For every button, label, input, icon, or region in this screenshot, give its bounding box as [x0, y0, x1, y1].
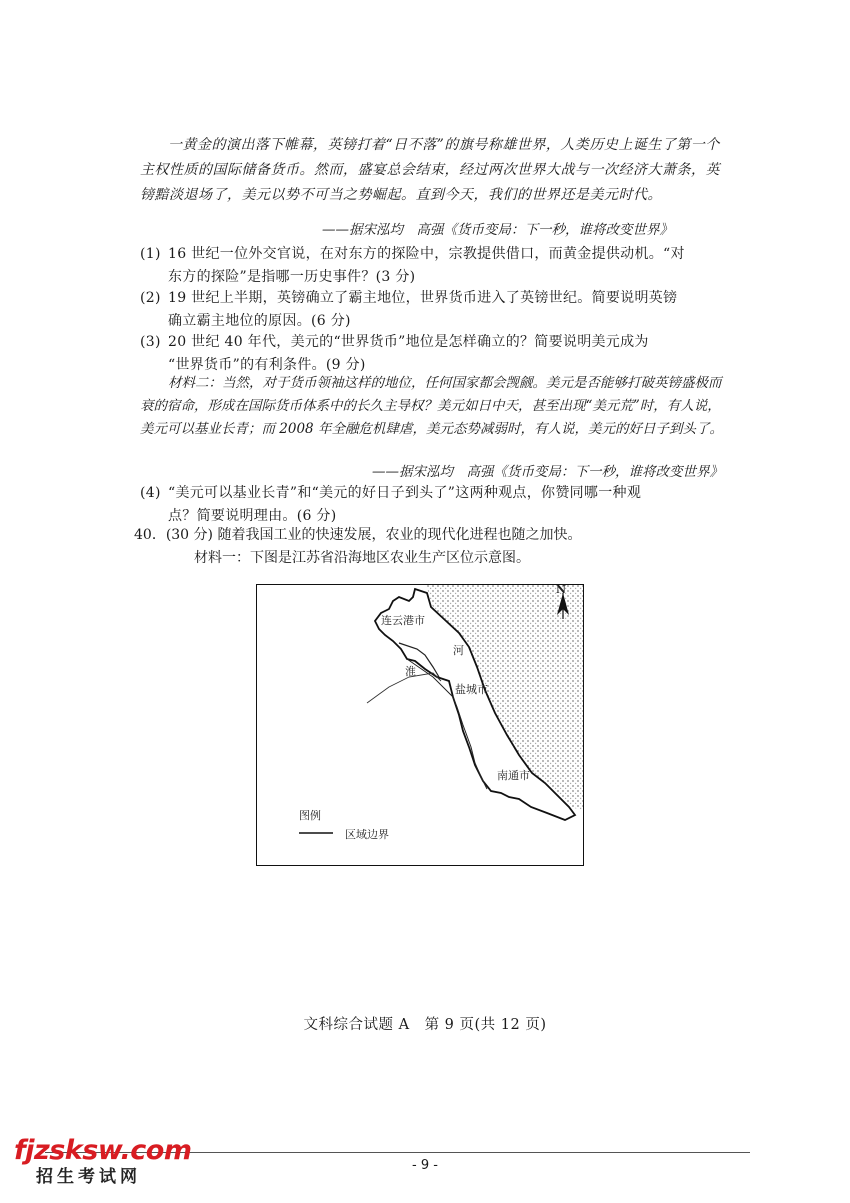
material1-source: ——据宋泓均 高强《货币变局：下一秒，谁将改变世界》	[322, 222, 673, 238]
label-yancheng: 盐城市	[455, 683, 488, 696]
label-lianyungang: 连云港市	[381, 614, 425, 627]
question-line: 确立霸主地位的原因。(6 分)	[168, 313, 351, 329]
label-he: 河	[453, 644, 464, 657]
question-line: 16 世纪一位外交官说，在对东方的探险中，宗教提供借口，而黄金提供动机。“对	[168, 246, 685, 262]
label-nantong: 南通市	[497, 769, 530, 782]
logo-domain: fjzsksw.com	[14, 1135, 192, 1166]
boundary-line	[453, 697, 487, 789]
question-40-material: 材料一：下图是江苏省沿海地区农业生产区位示意图。	[194, 550, 530, 566]
question-number: (1)	[140, 246, 161, 262]
question-line: 点？简要说明理由。(6 分)	[168, 508, 337, 524]
question-2	[140, 287, 725, 333]
question-4	[140, 482, 725, 528]
question-line: “世界货币”的有利条件。(9 分)	[168, 357, 366, 373]
question-1	[140, 243, 725, 289]
question-40-stem: 40．(30 分) 随着我国工业的快速发展，农业的现代化进程也随之加快。	[134, 527, 582, 543]
question-line: 20 世纪 40 年代，美元的“世界货币”地位是怎样确立的？简要说明美元成为	[168, 334, 649, 350]
logo-name: 招生考试网	[36, 1167, 141, 1187]
label-huai: 淮	[405, 665, 416, 678]
question-number: (3)	[140, 334, 161, 350]
legend-title: 图例	[299, 809, 321, 822]
question-40	[134, 524, 738, 570]
page-footer: 文科综合试题 A 第 9 页(共 12 页)	[303, 1017, 547, 1033]
label-north: N	[556, 584, 567, 596]
question-number: (2)	[140, 290, 161, 306]
question-line: “美元可以基业长青”和“美元的好日子到头了”这两种观点，你赞同哪一种观	[168, 485, 642, 501]
legend-item: 区域边界	[345, 828, 389, 841]
jiangsu-coastal-map	[256, 584, 584, 866]
material2-source: ——据宋泓均 高强《货币变局：下一秒，谁将改变世界》	[372, 464, 723, 480]
question-line: 19 世纪上半期，英镑确立了霸主地位，世界货币进入了英镑世纪。简要说明英镑	[168, 290, 678, 306]
material1-text: 一黄金的演出落下帷幕，英镑打着“日不落”的旗号称雄世界，人类历史上诞生了第一个主权性质的国际储备货币。然而，盛宴总会结束，经过两次世界大战与一次经济大萧条，英镑黯淡退场了，美元以势不可当之势崛起。直到今天，我们的世界还是美元时代。	[140, 137, 720, 203]
material2-text: 材料二：当然，对于货币领袖这样的地位，任何国家都会觊觎。美元是否能够打破英镑盛极而衰的宿命，形成在国际货币体系中的长久主导权？美元如日中天，甚至出现“美元荒”时，有人说，美元可以基业长青；而 2008 年全融危机肆虐，美元态势减弱时，有人说，美元的好日子到头了。	[140, 375, 723, 437]
question-number: (4)	[140, 485, 161, 501]
page-number: - 9 -	[412, 1158, 438, 1173]
question-line: 东方的探险”是指哪一历史事件？(3 分)	[168, 269, 416, 285]
question-3	[140, 331, 725, 377]
huai-river	[367, 673, 441, 703]
site-logo	[14, 1135, 191, 1187]
